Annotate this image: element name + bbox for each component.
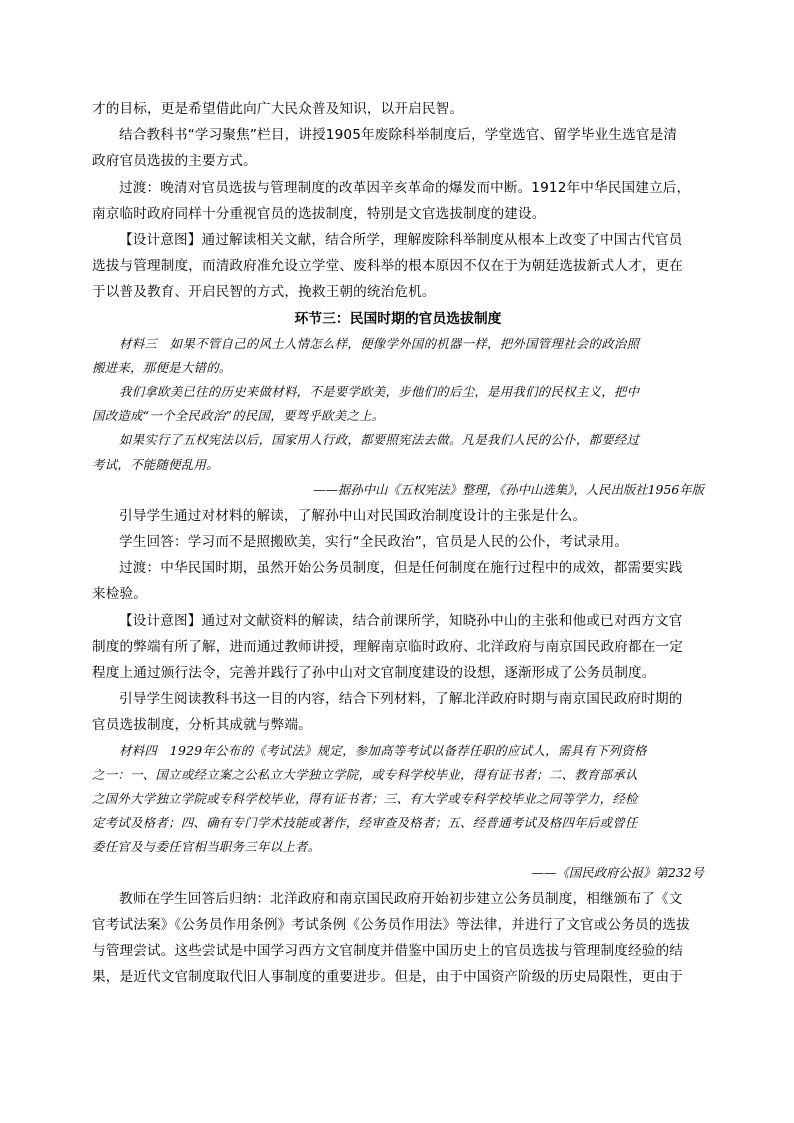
- citation-source: ——《国民政府公报》第232号: [531, 864, 704, 880]
- paragraph-guide-1: [92, 503, 704, 529]
- text-line: 于以普及教育、开启民智的方式，挽救王朝的统治危机。: [92, 284, 436, 301]
- text-line: 程度上通过颁行法令，完善并践行了孙中山对文官制度建设的设想，逐渐形成了公务员制度。: [92, 665, 656, 682]
- quote-line: 搬进来，那便是大错的。: [92, 359, 232, 375]
- text-line: 来检验。: [92, 586, 147, 603]
- text-line: 学生回答：学习而不是照搬欧美，实行“全民政治”，官员是人民的公仆，考试录用。: [119, 534, 629, 551]
- text-line: 与管理尝试。这些尝试是中国学习西方文官制度并借鉴中国历史上的官员选拔与管理制度经验的结: [92, 943, 683, 960]
- text-line: 结合教科书“学习聚焦”栏目，讲授1905年废除科举制度后，学堂选官、留学毕业生选官是清: [119, 127, 678, 144]
- text-line: 过渡：晚清对官员选拔与管理制度的改革因辛亥革命的爆发而中断。1912年中华民国建立后，: [119, 179, 691, 196]
- quote-line: 之国外大学独立学院或专科学校毕业，得有证书者；三、有大学或专科学校毕业之同等学力，经检: [92, 791, 638, 807]
- text-line: 官员选拔制度，分析其成就与弊端。: [92, 717, 312, 734]
- text-line: 才的目标，更是希望借此向广大民众普及知识，以开启民智。: [92, 101, 464, 117]
- paragraph-goal: [92, 96, 704, 122]
- text-line: 果，是近代文官制度取代旧人事制度的重要进步。但是，由于中国资产阶级的历史局限性，更由于: [92, 969, 683, 986]
- paragraph-guide-2: [92, 686, 704, 738]
- paragraph-textbook-focus: [92, 122, 704, 174]
- citation-source: ——据孙中山《五权宪法》整理，《孙中山选集》，人民出版社1956年版: [313, 481, 704, 497]
- material-three: [92, 332, 704, 503]
- text-line: 引导学生通过对材料的解读，了解孙中山对民国政治制度设计的主张是什么。: [119, 507, 587, 524]
- quote-line: 如果实行了五权宪法以后，国家用人行政，都要照宪法去做。凡是我们人民的公仆，都要经过: [119, 432, 640, 448]
- text-line: 【设计意图】通过对文献资料的解读，结合前课所学，知晓孙中山的主张和他或已对西方文官: [119, 612, 683, 629]
- paragraph-student-answer: [92, 529, 704, 555]
- text-line: 引导学生阅读教科书这一目的内容，结合下列材料，了解北洋政府时期与南京国民政府时期的: [119, 691, 683, 708]
- quote-line: 考试，不能随便乱用。: [92, 456, 219, 472]
- text-line: 南京临时政府同样十分重视官员的选拔制度，特别是文官选拔制度的建设。: [92, 205, 546, 222]
- quote-line: 国改造成“一个全民政治”的民国，要驾乎欧美之上。: [92, 408, 385, 424]
- quote-line: 我们拿欧美已往的历史来做材料，不是要学欧美，步他们的后尘，是用我们的民权主义，把中: [119, 384, 640, 400]
- text-line: 制度的弊端有所了解，进而通过教师讲授，理解南京临时政府、北洋政府与南京国民政府都在一定: [92, 638, 683, 655]
- paragraph-teacher-summary: [92, 886, 704, 991]
- text-line: 选拔与管理制度，而清政府准允设立学堂、废科举的根本原因不仅在于为朝廷选拔新式人才，更在: [92, 258, 683, 275]
- text-line: 官考试法案》《公务员作用条例》考试条例《公务员作用法》等法律，并进行了文官或公务员的选拔: [92, 916, 690, 933]
- section-heading: 环节三：民国时期的官员选拔制度: [294, 310, 502, 327]
- quote-line: 材料三 如果不管自己的风土人情怎么样，便像学外国的机器一样，把外国管理社会的政治照: [119, 335, 640, 351]
- text-line: 教师在学生回答后归纳：北洋政府和南京国民政府开始初步建立公务员制度，相继颁布了《文: [119, 890, 683, 907]
- material-four: [92, 739, 704, 886]
- quote-line: 材料四 1929年公布的《考试法》规定，参加高等考试以备荐任职的应试人，需具有下列资格: [119, 742, 647, 758]
- quote-line: 委任官及与委任官相当职务三年以上者。: [92, 839, 321, 855]
- text-line: 政府官员选拔的主要方式。: [92, 153, 257, 170]
- paragraph-design-intent-1: [92, 227, 704, 306]
- quote-line: 之一：一、国立或经立案之公私立大学独立学院，或专科学校毕业，得有证书者；二、教育部承认: [92, 766, 638, 782]
- text-line: 过渡：中华民国时期，虽然开始公务员制度，但是任何制度在施行过程中的成效，都需要实践: [119, 560, 683, 577]
- paragraph-design-intent-2: [92, 608, 704, 687]
- text-line: 【设计意图】通过解读相关文献，结合所学，理解废除科举制度从根本上改变了中国古代官员: [119, 232, 683, 249]
- quote-line: 定考试及格者；四、确有专门学术技能或著作，经审查及格者；五、经普通考试及格四年后或曾任: [92, 815, 638, 831]
- paragraph-transition-1: [92, 175, 704, 227]
- document-page: [92, 96, 704, 991]
- paragraph-transition-2: [92, 555, 704, 607]
